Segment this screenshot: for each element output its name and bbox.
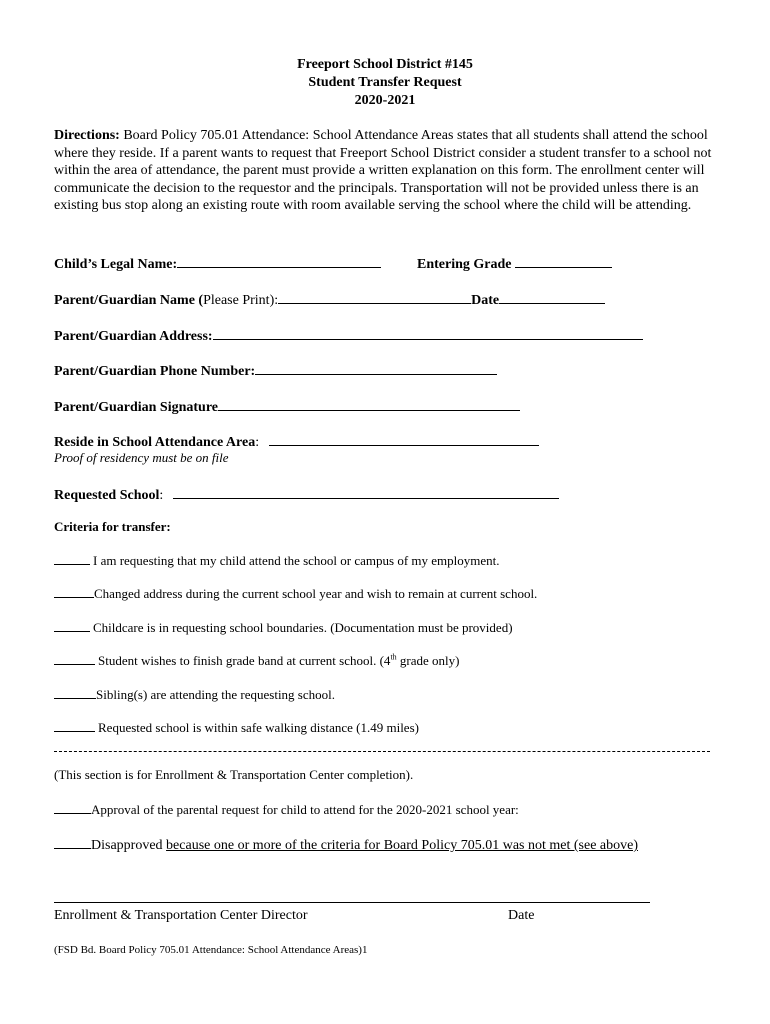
criteria-item-employment[interactable] bbox=[54, 552, 500, 569]
disapproved-reason: because one or more of the criteria for Board Policy 705.01 was not met (see above) bbox=[166, 838, 638, 853]
criteria-heading: Criteria for transfer: bbox=[54, 519, 171, 534]
guardian-name-paren: ( bbox=[198, 293, 204, 308]
disapproved-label: Disapproved bbox=[91, 838, 167, 853]
form-title: Student Transfer Request bbox=[308, 75, 462, 90]
child-name-field[interactable] bbox=[54, 254, 381, 273]
guardian-name-label: Parent/Guardian Name bbox=[54, 293, 199, 308]
director-label: Enrollment & Transportation Center Director bbox=[54, 908, 308, 923]
district-title: Freeport School District #145 bbox=[297, 57, 473, 72]
criteria-checkline[interactable] bbox=[54, 552, 90, 565]
criteria-item-grade-band[interactable] bbox=[54, 652, 459, 669]
criteria-item-sibling[interactable] bbox=[54, 686, 335, 703]
guardian-signature-label: Parent/Guardian Signature bbox=[54, 400, 219, 415]
requested-school-field[interactable] bbox=[54, 485, 559, 504]
requested-school-colon: : bbox=[159, 488, 164, 503]
guardian-address-line[interactable] bbox=[213, 326, 643, 340]
requested-school-line[interactable] bbox=[173, 485, 559, 499]
approval-text: Approval of the parental request for child to attend for the 2020-2021 school year: bbox=[91, 802, 519, 817]
criteria-item-text: Requested school is within safe walking distance (1.49 miles) bbox=[98, 720, 419, 735]
criteria-checkline[interactable] bbox=[54, 619, 90, 632]
guardian-phone-field[interactable] bbox=[54, 361, 497, 380]
reside-area-colon: : bbox=[255, 435, 260, 450]
guardian-date-label: Date bbox=[471, 293, 500, 308]
child-name-label: Child’s Legal Name: bbox=[54, 257, 178, 272]
criteria-item-changed-address[interactable] bbox=[54, 585, 537, 602]
reside-area-label: Reside in School Attendance Area bbox=[54, 435, 256, 450]
guardian-name-print: Please Print): bbox=[203, 293, 279, 308]
reside-area-field[interactable] bbox=[54, 432, 539, 451]
reside-area-line[interactable] bbox=[269, 432, 539, 446]
criteria-item-text: Student wishes to finish grade band at current school. (4 bbox=[98, 653, 391, 668]
requested-school-label: Requested School bbox=[54, 488, 160, 503]
director-signature-line[interactable] bbox=[54, 902, 650, 903]
office-note: (This section is for Enrollment & Transportation Center completion). bbox=[54, 767, 414, 782]
approval-item[interactable] bbox=[54, 801, 519, 818]
guardian-date-line[interactable] bbox=[499, 290, 605, 304]
school-year: 2020-2021 bbox=[354, 93, 416, 108]
section-divider bbox=[54, 751, 710, 752]
directions-label: Directions: bbox=[54, 128, 120, 143]
criteria-item-text: I am requesting that my child attend the school or campus of my employment. bbox=[93, 553, 500, 568]
entering-grade-field[interactable] bbox=[417, 254, 612, 273]
criteria-item-text: Childcare is in requesting school boundaries. (Documentation must be provided) bbox=[93, 620, 513, 635]
directions-text: Board Policy 705.01 Attendance: School Attendance Areas states that all students shall attend the school where they reside. If a parent wants to request that Freeport School District consider a student transfer to a school not within the area of attendance, the parent must provide a written explanation on this form. The enrollment center will communicate the decision to the requestor and the principals. Transportation will not be provided unless there is an existing bus stop along an existing route with room available serving the school where the child will be attending. bbox=[54, 128, 712, 214]
guardian-name-line[interactable] bbox=[278, 290, 471, 304]
guardian-signature-line[interactable] bbox=[218, 397, 520, 411]
directions-paragraph bbox=[54, 127, 714, 215]
criteria-item-childcare[interactable] bbox=[54, 619, 513, 636]
criteria-item-text: Sibling(s) are attending the requesting school. bbox=[96, 687, 336, 702]
disapproved-item[interactable] bbox=[54, 836, 638, 854]
criteria-checkline[interactable] bbox=[54, 652, 95, 665]
guardian-phone-line[interactable] bbox=[255, 361, 497, 375]
disapproved-checkline[interactable] bbox=[54, 836, 91, 849]
criteria-item-walking-distance[interactable] bbox=[54, 719, 419, 736]
entering-grade-label: Entering Grade bbox=[417, 257, 512, 272]
footer-reference: (FSD Bd. Board Policy 705.01 Attendance: School Attendance Areas)1 bbox=[54, 944, 368, 956]
guardian-signature-field[interactable] bbox=[54, 397, 520, 416]
guardian-name-field[interactable] bbox=[54, 290, 605, 309]
criteria-checkline[interactable] bbox=[54, 585, 94, 598]
grade-sup: th bbox=[390, 652, 397, 662]
approval-checkline[interactable] bbox=[54, 801, 91, 814]
entering-grade-line[interactable] bbox=[515, 254, 612, 268]
criteria-item-text: Changed address during the current school year and wish to remain at current school. bbox=[94, 586, 538, 601]
residency-note: Proof of residency must be on file bbox=[54, 450, 229, 465]
child-name-line[interactable] bbox=[177, 254, 381, 268]
guardian-address-label: Parent/Guardian Address: bbox=[54, 329, 213, 344]
criteria-checkline[interactable] bbox=[54, 719, 95, 732]
criteria-checkline[interactable] bbox=[54, 686, 96, 699]
grade-suffix: grade only) bbox=[396, 653, 460, 668]
guardian-phone-label: Parent/Guardian Phone Number: bbox=[54, 364, 256, 379]
director-date-label: Date bbox=[508, 908, 535, 923]
guardian-address-field[interactable] bbox=[54, 326, 643, 345]
